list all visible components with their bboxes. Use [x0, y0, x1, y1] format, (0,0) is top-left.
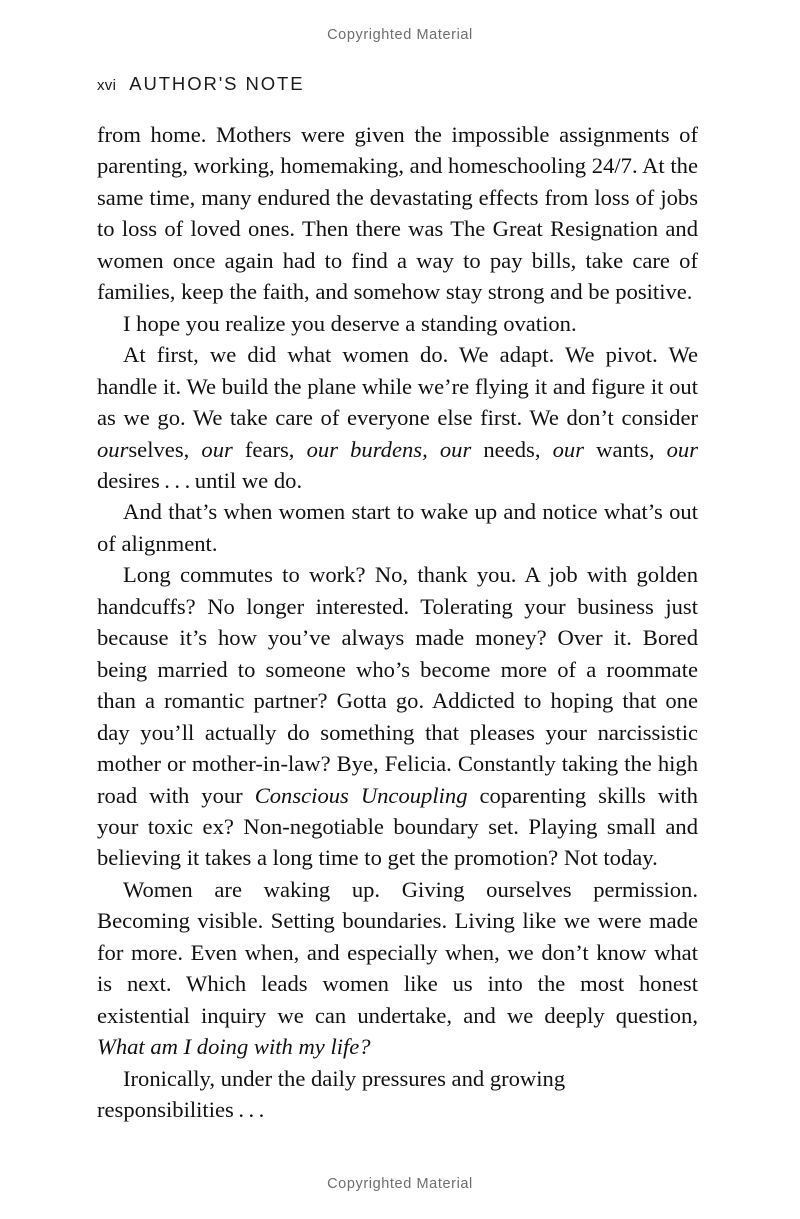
running-head: [97, 73, 304, 95]
page-folio: xvi: [97, 77, 117, 94]
para-ironically: Ironically, under the daily pressures and growing responsibilities . . .: [97, 1065, 566, 1123]
para-standing-ovation: I hope you realize you deserve a standing ovation.: [123, 310, 577, 336]
para-from-home: from home. Mothers were given the impossible assignments of parenting, working, homemaking, and homeschooling 24/7. At the same time, many endured the devastating effects from loss of jobs to loss of loved ones. Then there was The Great Resignation and women once again had to find a way to pay bills, take care of families, keep the faith, and somehow stay strong and be positive.: [97, 122, 698, 305]
running-head-title: AUTHOR'S NOTE: [129, 73, 305, 94]
para-at-first: At first, we did what women do. We adapt. We pivot. We handle it. We build the plane while we’re flying it and figure it out as we go. We take care of everyone else first. We don’t consider ourselves, our fears, our burdens, our needs, our wants, our desires . . . until we do.: [97, 342, 699, 493]
para-out-of-alignment: And that’s when women start to wake up and notice what’s out of alignment.: [97, 499, 698, 556]
copyrighted-material-watermark-bottom: Copyrighted Material: [327, 1176, 473, 1192]
body-text-block: [97, 119, 698, 1126]
para-long-commutes: Long commutes to work? No, thank you. A job with golden handcuffs? No longer interested. Tolerating your business just because it’s how you’ve always made money? Over it. Bored being married to someone who’s become more of a roommate than a romantic partner? Gotta go. Addicted to hoping that one day you’ll actually do something that pleases your narcissistic mother or mother-in-law? Bye, Felicia. Constantly taking the high road with your Conscious Uncoupling coparenting skills with your toxic ex? Non-negotiable boundary set. Playing small and believing it takes a long time to get the promotion? Not today.: [97, 562, 698, 871]
para-waking-up: Women are waking up. Giving ourselves permission. Becoming visible. Setting boundaries. Living like we were made for more. Even when, and especially when, we don’t know what is next. Which leads women like us into the most honest existential inquiry we can undertake, and we deeply question, What am I doing with my life?: [97, 876, 698, 1060]
copyrighted-material-watermark-top: Copyrighted Material: [327, 27, 473, 43]
